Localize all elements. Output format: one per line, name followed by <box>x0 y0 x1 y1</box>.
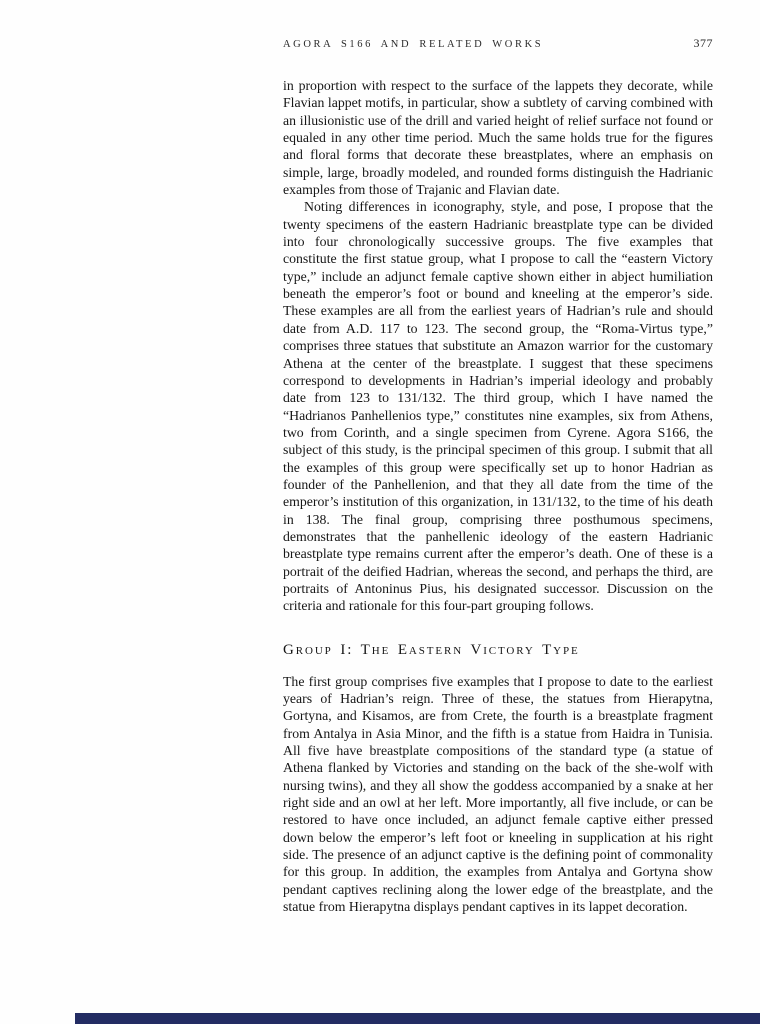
running-head-title: AGORA S166 AND RELATED WORKS <box>283 39 544 50</box>
footer-bar <box>75 1013 760 1024</box>
section-heading: Group I: The Eastern Victory Type <box>283 641 580 658</box>
running-header <box>283 36 713 51</box>
paragraph-grouping-proposal: Noting differences in iconography, style, and pose, I propose that the twenty specimens of the eastern Hadrianic breastplate type can be divided into four chronologically successive groups. The five examples that constitute the first statue group, what I propose to call the “eastern Victory type,” include an adjunct female captive shown either in abject humiliation beneath the emperor’s foot or bound and kneeling at the emperor’s side. These examples are all from the earliest years of Hadrian’s rule and should date from A.D. 117 to 123. The second group, the “Roma-Virtus type,” comprises three statues that substitute an Amazon warrior for the customary Athena at the center of the breastplate. I suggest that these specimens correspond to developments in Hadrian’s imperial ideology and probably date from 123 to 131/132. The third group, which I have named the “Hadrianos Panhellenios type,” constitutes nine examples, six from Athens, two from Corinth, and a single specimen from Cyrene. Agora S166, the subject of this study, is the principal specimen of this group. I submit that all the examples of this group were specifically set up to honor Hadrian as founder of the Panhellenion, and that they all date from the time of the emperor’s institution of this organization, in 131/132, to the time of his death in 138. The final group, comprising three posthumous specimens, demonstrates that the panhellenic ideology of the eastern Hadrianic breastplate type remains current after the emperor’s death. One of these is a portrait of the deified Hadrian, whereas the second, and perhaps the third, are portraits of Antoninus Pius, his designated successor. Discussion on the criteria and rationale for this four-part grouping follows. <box>283 199 713 614</box>
page-number: 377 <box>693 36 713 50</box>
text-block <box>283 36 713 915</box>
paragraph-group-one: The first group comprises five examples that I propose to date to the earliest years of Hadrian’s reign. Three of these, the statues from Hierapytna, Gortyna, and Kisamos, are from Crete, the fourth is a breastplate fragment from Antalya in Asia Minor, and the fifth is a statue from Haidra in Tunisia. All five have breastplate compositions of the standard type (a statue of Athena flanked by Victories and standing on the back of the she-wolf with nursing twins), and they all show the goddess accompanied by a snake at her right side and an owl at her left. More importantly, all five include, or can be restored to have once included, an adjunct female captive either pressed down below the emperor’s left foot or kneeling in supplication at his right side. The presence of an adjunct captive is the defining point of commonality for this group. In addition, the examples from Antalya and Gortyna show pendant captives reclining along the lower edge of the breastplate, and the statue from Hierapytna displays pendant captives in its lappet decoration. <box>283 673 713 915</box>
paragraph-continuation: in proportion with respect to the surface of the lappets they decorate, while Flavian lappet motifs, in particular, show a subtlety of carving combined with an illusionistic use of the drill and varied height of relief surface not found or equaled in any other time period. Much the same holds true for the figures and floral forms that decorate these breastplates, where an emphasis on simple, large, broadly modeled, and rounded forms distinguish the Hadrianic examples from those of Trajanic and Flavian date. <box>283 78 713 198</box>
